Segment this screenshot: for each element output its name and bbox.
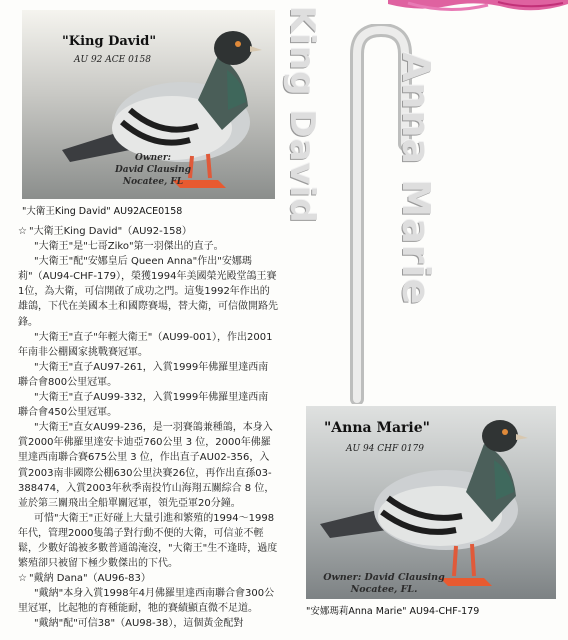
article-paragraph: "大衛王"直子AU97-261，入賞1999年佛羅里達西南聯合會800公里冠軍。 (18, 361, 269, 388)
vertical-name-king-david: King David (282, 6, 322, 224)
caption-king-david: "大衛王King David" AU92ACE0158 (22, 206, 183, 217)
photo2-title: "Anna Marie" (324, 420, 430, 436)
article-heading-dana: ☆ "戴納 Dana"（AU96-83） (18, 573, 151, 585)
article-paragraph: "大衛王"配"安娜皇后 Queen Anna"作出"安娜瑪莉"（AU94-CHF-179），榮獲1994年美國榮光殿堂鴿王賽1位，為大衛，可信開啟了成功之門。這隻1992年作出的雄鴿，下代在美國本土和國際賽場，替大衛，可信做開路先鋒。 (18, 256, 278, 328)
article-heading: ☆ "大衛王King David"（AU92-158） (18, 226, 192, 237)
photo1-title: "King David" (62, 34, 157, 49)
article-paragraph: "大衛王"直子"年輕大衛王"（AU99-001），作出2001年南非公棚國家挑戰賽冠軍。 (18, 331, 273, 358)
photo1-owner-label: Owner: (135, 153, 171, 163)
article-paragraph: "大衛王"是"七哥Ziko"第一羽傑出的直子。 (34, 241, 224, 253)
photo1-owner (98, 152, 208, 188)
star-icon: ☆ (18, 573, 27, 585)
photo-king-david (22, 10, 275, 199)
star-icon: ☆ (18, 226, 27, 237)
photo2-owner-location: Nocatee, FL. (350, 584, 418, 595)
photo2-owner (314, 572, 454, 596)
article-paragraph: "大衛王"直女AU99-236，是一羽賽鴿兼種鴿，本身入賞2000年佛羅里達安卡迪亞760公里 3 位，2000年佛羅里達西南聯合賽675公里 3 位，作出直子AU02-356，入賞2003南非國際公棚630公里決賽26位，再作出直孫03-388474，入賞2003年秋季南投竹山海翔五關綜合 8 位，並於第三關飛出全船單關冠軍，領先亞軍20分鐘。 (18, 422, 275, 509)
article-paragraph: "戴納"配"可信38"（AU98-38），這個黃金配對 (34, 618, 244, 630)
photo2-ring: AU 94 CHF 0179 (346, 444, 425, 454)
photo1-ring: AU 92 ACE 0158 (74, 55, 151, 65)
photo1-owner-location: Nocatee, FL (122, 177, 184, 187)
article-paragraph: "大衛王"直子AU99-332，入賞1999年佛羅里達西南聯合會450公里冠軍。 (18, 392, 269, 419)
article-paragraph: "戴納"本身入賞1998年4月佛羅里達西南聯合會300公里冠軍，比起牠的育種能耐，牠的賽績顯直微不足道。 (18, 588, 275, 615)
article-paragraph: 可惜"大衛王"正好碰上大量引進和繁殖的1994～1998年代，管理2000隻鴿子對行動不便的大衛，可信並不輕鬆，少數好鴿被多數普通鴿淹沒，"大衛王"生不逢時，過度繁殖卻只被留下極少數傑出的下代。 (18, 512, 278, 570)
photo1-owner-name: David Clausing (115, 165, 191, 175)
photo-anna-marie (306, 406, 556, 599)
photo2-owner-name: Owner: David Clausing (323, 572, 445, 583)
pink-brush-decoration (388, 0, 568, 16)
article-body (18, 224, 278, 632)
vertical-name-anna-marie: Anna Marie (394, 52, 438, 306)
caption-anna-marie: "安娜瑪莉Anna Marie" AU94-CHF-179 (306, 606, 480, 617)
